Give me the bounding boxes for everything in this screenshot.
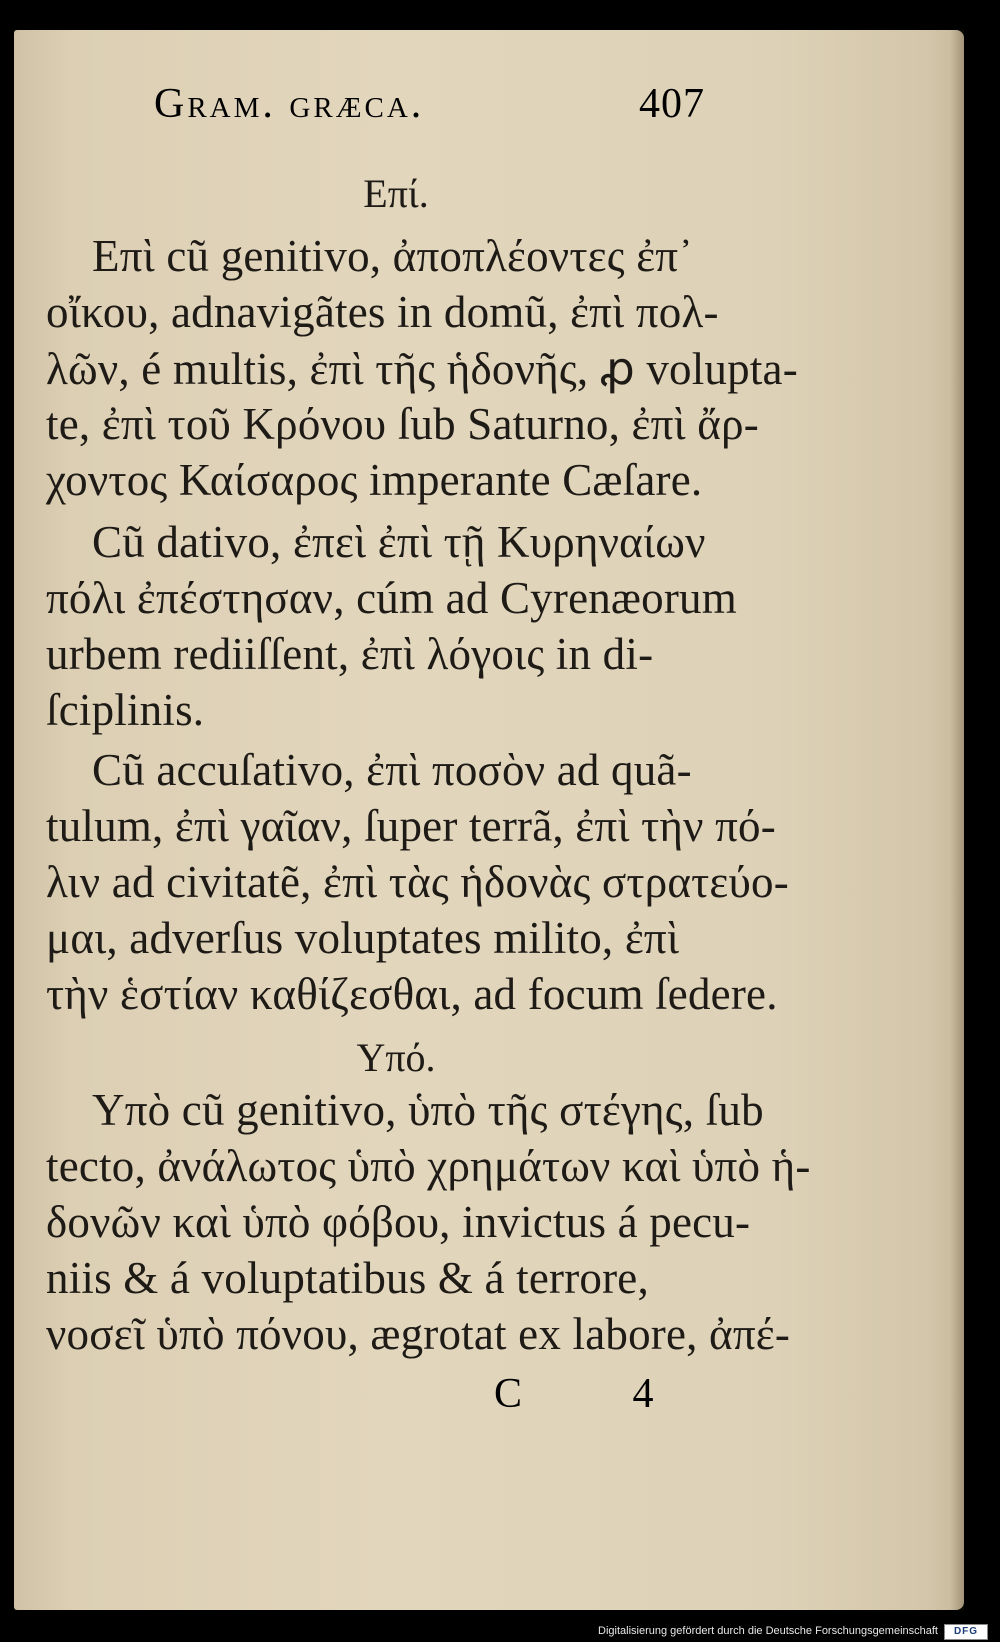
running-head-title: Gram. græca. (154, 81, 425, 127)
text-line: tulum, ἐπὶ γαῖαν, ſuper terrã, ἐπὶ τὴν πό- (46, 801, 776, 851)
text-line: Eπὶ cũ genitivo, ἀποπλέοντες ἐπ᾽ (92, 231, 694, 281)
text-line: δονῶν καὶ ὑπὸ φόβου, invictus á pecu- (46, 1197, 751, 1247)
text-line: χοντος Καίσαρος imperante Cæſare. (46, 455, 703, 505)
digitization-credit: Digitalisierung gefördert durch die Deutsche Forschungsgemeinschaft (598, 1625, 938, 1637)
section-heading-hypo: Υπό. (356, 1035, 436, 1080)
text-line: οἴκου, adnavigãtes in domũ, ἐπὶ πολ- (46, 287, 719, 337)
running-head (134, 80, 734, 140)
dfg-logo: DFG (944, 1624, 988, 1640)
book-page (14, 30, 964, 1610)
text-line: Cũ dativo, ἐπεὶ ἐπὶ τῇ Κυρηναίων (92, 517, 706, 567)
page-number: 407 (639, 81, 705, 127)
text-line: Υπὸ cũ genitivo, ὑπὸ τῆς στέγης, ſub (92, 1085, 764, 1135)
text-line: Cũ accuſativo, ἐπὶ ποσὸν ad quã- (92, 745, 692, 795)
text-line: νοσεῖ ὑπὸ πόνου, ægrotat ex labore, ἀπέ- (46, 1309, 791, 1359)
text-line: ſciplinis. (46, 685, 205, 735)
text-line: tecto, ἀνάλωτος ὑπὸ χρημάτων καὶ ὑπὸ ἡ- (46, 1141, 811, 1191)
text-line: niis & á voluptatibus & á terrore, (46, 1253, 649, 1303)
text-line: πόλι ἐπέστησαν, cúm ad Cyrenæorum (46, 573, 737, 623)
text-line: τὴν ἑστίαν καθίζεσθαι, ad focum ſedere. (46, 969, 778, 1019)
signature-mark: C 4 (494, 1371, 704, 1417)
section-heading-epi: Eπί. (363, 171, 429, 216)
text-line: urbem rediiſſent, ἐπὶ λόγοις in di- (46, 629, 654, 679)
text-line: λῶν, é multis, ἐπὶ τῆς ἡδονῆς, ꝓ volupta- (46, 344, 798, 394)
text-line: μαι, adverſus voluptates milito, ἐπὶ (46, 913, 680, 963)
text-line: te, ἐπὶ τοῦ Κρόνου ſub Saturno, ἐπὶ ἄρ- (46, 399, 759, 449)
text-line: λιν ad civitatẽ, ἐπὶ τὰς ἡδονὰς στρατεύο- (46, 857, 789, 907)
